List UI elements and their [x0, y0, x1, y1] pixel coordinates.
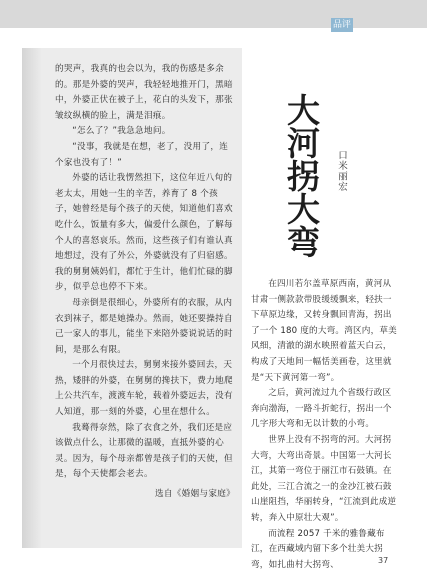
left-paragraph: 外婆的话让我愣然担下，这位年近八旬的老太太，用她一生的辛苦，养育了 8 个孩子，她曾经是每个孩子的天使，知道他们喜欢吃什么，饭量有多大，偏爱什么颜色，了解每个人的喜怒哀乐。然而，这些孩子们有谁认真地想过，没有了外公，外婆就没有了归宿感。我的舅舅姨妈们，都忙于生计，他们忙碌的脚步，似乎总也停不下来。: [55, 173, 233, 293]
top-band: [0, 0, 427, 28]
article-source: 选自《婚姻与家庭》: [154, 489, 235, 500]
panel-shadow: [22, 48, 42, 548]
left-paragraph: 我蓦得奈然，除了衣食之外，我们还是应该做点什么，让那微的温暖，直抵外婆的心灵。因为，每个母亲都曾是孩子们的天使，但是，每个天使都会老去。: [55, 422, 233, 480]
right-paragraph: 世界上没有不拐弯的河。大河拐大弯，大弯出奇景。中国第一大河长江，其第一弯位于丽江市石鼓镇。在此处，三江合流之一的金沙江被石鼓山崖阻挡，华丽转身，“江流到此成逆转，奔入中原壮大观”。: [251, 434, 397, 523]
section-badge: 品评: [332, 20, 351, 30]
article-author: 口米丽宏: [336, 150, 347, 192]
article-title: 大河拐大弯: [282, 93, 321, 258]
left-paragraph: 母亲倒是很细心，外婆所有的衣服，从内衣到袜子，都是她操办。然而，她还要操持自己一家人的事儿，能坐下来陪外婆说说话的时间，是那么有限。: [55, 297, 233, 355]
left-paragraph: 一个月很快过去，舅舅来接外婆回去，天热，矮胖的外婆，在舅舅的搀扶下，费力地爬上公共汽车，渡渡车轮，载着外婆远去，没有人知道，那一刻的外婆，心里在想什么。: [55, 360, 233, 418]
right-article: [251, 277, 397, 573]
page-number: 37: [378, 556, 389, 565]
left-paragraph: “怎么了？”我急急地问。: [72, 126, 171, 137]
left-article: [55, 62, 235, 503]
left-paragraph: 的哭声，我真的也会以为，我的伤感是多余的。那是外婆的哭声，我轻轻地推开门，黑暗中，外婆正伏在被子上，花白的头发下，那张皱纹纵横的脸上，满是泪痕。: [55, 64, 233, 121]
right-paragraph: 而流程 2057 千米的雅鲁藏布江，在西藏域内留下多个壮美大拐弯，如扎曲村大拐弯、: [251, 528, 385, 570]
right-paragraph: 在四川若尔盖草原西南，黄河从甘肃一侧款款带股缓缓飘来，轻扶一下草原边缘，又转身飘回青海，拐出了一个 180 度的大弯。湾区内，草美风细，清澈的湖水映照着蓝天白云，构成了天地间一幅恬美画卷，这里就是“天下黄河第一弯”。: [251, 279, 397, 383]
left-paragraph: “没事，我就是在想，老了，没用了，连个家也没有了！”: [55, 141, 229, 168]
right-paragraph: 之后，黄河流过九个省级行政区奔向渤海，一路斗折蛇行，拐出一个几字形大弯和无以计数的小弯。: [251, 388, 392, 430]
